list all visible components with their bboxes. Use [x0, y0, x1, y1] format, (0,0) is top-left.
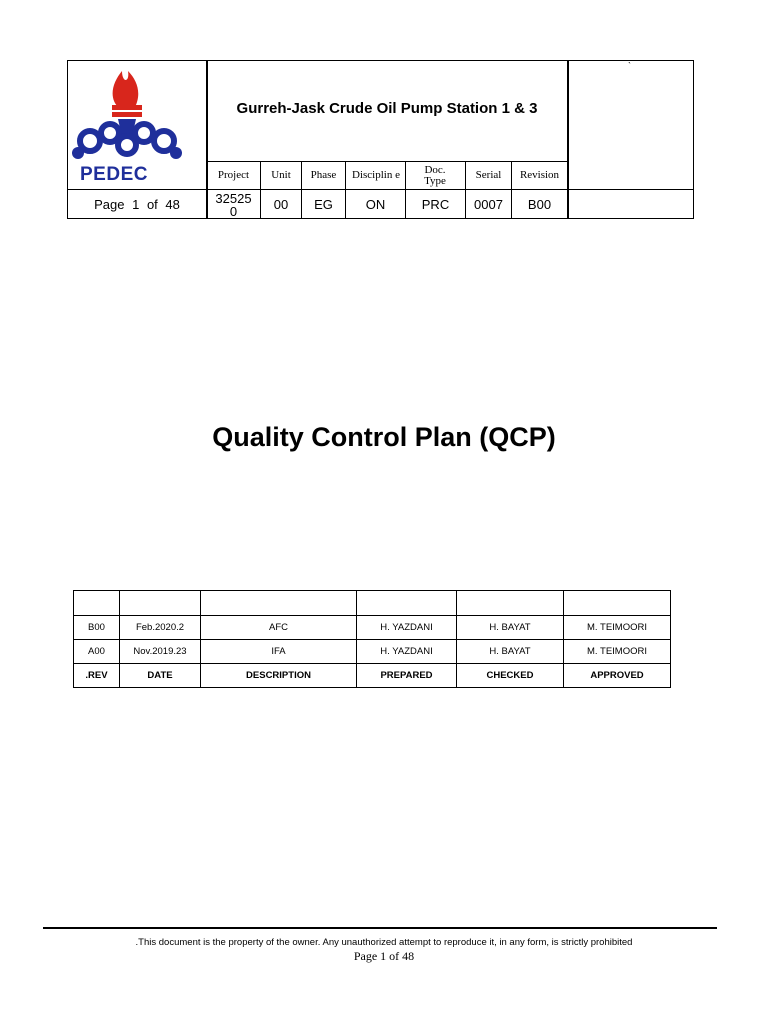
page-indicator: Page 1 of 48 — [94, 197, 180, 212]
project-title: Gurreh-Jask Crude Oil Pump Station 1 & 3 — [236, 100, 538, 117]
value-discipline: ON — [365, 197, 386, 212]
header-rev: .REV — [74, 664, 120, 688]
value-serial: 0007 — [474, 197, 503, 212]
header-divider — [206, 60, 208, 219]
table-cell: AFC — [201, 616, 357, 640]
header-date: DATE — [120, 664, 201, 688]
logo-wordmark: PEDEC — [80, 164, 148, 185]
table-cell: H. BAYAT — [457, 640, 564, 664]
label-project: Project — [217, 169, 250, 181]
value-unit: 00 — [273, 197, 289, 212]
label-doc-type: Doc. Type — [424, 163, 446, 187]
label-revision: Revision — [519, 169, 560, 181]
table-cell — [120, 591, 201, 616]
table-cell — [74, 591, 120, 616]
table-cell: B00 — [74, 616, 120, 640]
footer-rule — [43, 927, 717, 929]
label-phase: Phase — [310, 169, 337, 181]
value-doc-type: PRC — [421, 197, 450, 212]
table-row — [74, 640, 671, 664]
header-approved: APPROVED — [564, 664, 671, 688]
header-checked: CHECKED — [457, 664, 564, 688]
label-unit: Unit — [271, 169, 291, 181]
value-revision: B00 — [527, 197, 552, 212]
header-description: DESCRIPTION — [201, 664, 357, 688]
table-cell: A00 — [74, 640, 120, 664]
table-row — [74, 591, 671, 616]
header-divider — [567, 60, 569, 219]
table-row — [74, 616, 671, 640]
label-serial: Serial — [475, 169, 502, 181]
value-phase: EG — [314, 197, 333, 212]
value-project: 32525 0 — [215, 191, 252, 219]
footer-notice: .This document is the property of the owner. Any unauthorized attempt to reproduce it, in any form, is strictly prohibited — [135, 937, 633, 948]
footer-page-number: Page 1 of 48 — [353, 949, 415, 963]
table-cell — [564, 591, 671, 616]
table-cell: M. TEIMOORI — [564, 616, 671, 640]
table-cell: Feb.2020.2 — [120, 616, 201, 640]
table-header-row — [74, 664, 671, 688]
table-cell — [201, 591, 357, 616]
document-title: Quality Control Plan (QCP) — [212, 422, 556, 452]
revision-table — [73, 590, 671, 688]
tick-mark: ` — [628, 61, 631, 71]
header-prepared: PREPARED — [357, 664, 457, 688]
table-cell: H. YAZDANI — [357, 640, 457, 664]
table-cell — [357, 591, 457, 616]
table-cell: H. YAZDANI — [357, 616, 457, 640]
table-cell: M. TEIMOORI — [564, 640, 671, 664]
table-cell: IFA — [201, 640, 357, 664]
table-cell: H. BAYAT — [457, 616, 564, 640]
label-discipline: Disciplin e — [352, 169, 400, 181]
table-cell — [457, 591, 564, 616]
table-cell: Nov.2019.23 — [120, 640, 201, 664]
